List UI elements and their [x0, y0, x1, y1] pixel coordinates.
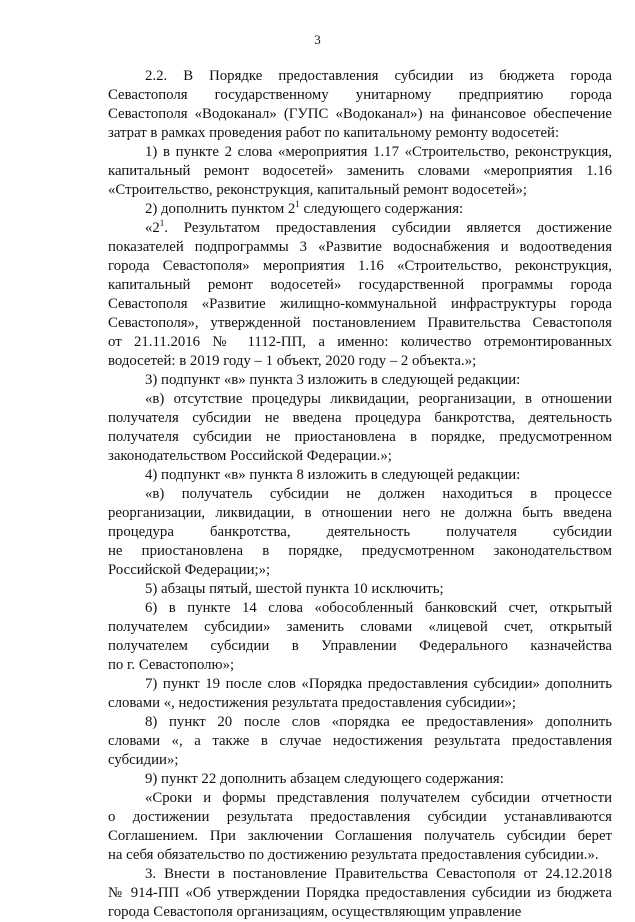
text-line: затрат в рамках проведения работ по капитальному ремонту водосетей:: [108, 125, 560, 141]
text-line: капитальный ремонт водосетей» заменить словами «мероприятия 1.16: [108, 163, 612, 179]
text-line: водосетей: в 2019 году – 1 объект, 2020 году – 2 объекта.»;: [108, 353, 477, 369]
text-line: № 914-ПП «Об утверждении Порядка предоставления субсидии из бюджета: [108, 885, 612, 901]
paragraph-p8: [108, 485, 612, 580]
text-line: 1) в пункте 2 слова «мероприятия 1.17 «Строительство, реконструкция,: [145, 144, 612, 160]
text-line: «в) отсутствие процедуры ликвидации, реорганизации, в отношении: [145, 391, 612, 407]
text-line: Севастополя», утвержденной постановлением Правительства Севастополя: [108, 315, 612, 331]
text-line: получателя субсидии не приостановлена в порядке, предусмотренном: [108, 429, 612, 445]
superscript: 1: [295, 200, 300, 210]
superscript: 1: [159, 219, 165, 229]
text-line: 3) подпункт «в» пункта 3 изложить в следующей редакции:: [145, 372, 521, 388]
text-line: получателем субсидии в Управлении Федерального казначейства: [108, 638, 612, 654]
text-line: реорганизации, ликвидации, в отношении него не должна быть введена: [108, 505, 612, 521]
text-line: Севастополя «Развитие жилищно-коммунальной инфраструктуры города: [108, 296, 612, 312]
text-line: 8) пункт 20 после слов «порядка ее предоставления» дополнить: [145, 714, 612, 730]
paragraph-p9: [108, 580, 612, 599]
text-line: показателей подпрограммы 3 «Развитие водоснабжения и водоотведения: [108, 239, 612, 255]
text-line: получателя субсидии не введена процедура банкротства, деятельность: [108, 410, 612, 426]
text-line: процедура банкротства, деятельность получателя субсидии: [108, 524, 612, 540]
text-line: законодательством Российской Федерации.»;: [108, 448, 392, 464]
text-line: на себя обязательство по достижению результата предоставления субсидии.».: [108, 847, 599, 863]
text-line: не приостановлена в порядке, предусмотренном законодательством: [108, 543, 612, 559]
text-line: 7) пункт 19 после слов «Порядка предоставления субсидии» дополнить: [145, 676, 612, 692]
paragraph-p11: [108, 675, 612, 713]
text-line: 4) подпункт «в» пункта 8 изложить в следующей редакции:: [145, 467, 521, 483]
paragraph-p6: [108, 390, 612, 466]
text-line: Российской Федерации;»;: [108, 562, 271, 578]
paragraph-p3: [108, 200, 612, 219]
paragraph-p2: [108, 143, 612, 200]
text-line: от 21.11.2016 № 1112-ПП, а именно: количество отремонтированных: [108, 334, 612, 350]
text-line: капитальный ремонт водосетей» государственной программы города: [108, 277, 612, 293]
text-line: «Строительство, реконструкция, капитальный ремонт водосетей»;: [108, 182, 527, 198]
text-line: словами «, а также в случае недостижения результата предоставления: [108, 733, 612, 749]
text-line: получателем субсидии» заменить словами «лицевой счет, открытый: [108, 619, 612, 635]
text-line: по г. Севастополю»;: [108, 657, 235, 673]
text-line: города Севастополя» мероприятия 1.16 «Строительство, реконструкция,: [108, 258, 612, 274]
paragraph-p14: [108, 789, 612, 865]
text-line: 3. Внести в постановление Правительства Севастополя от 24.12.2018: [145, 866, 612, 882]
paragraph-p5: [108, 371, 612, 390]
paragraph-p15: [108, 865, 612, 922]
document-body: [108, 67, 612, 922]
page-number: 3: [314, 32, 321, 47]
text-line: субсидии»;: [108, 752, 179, 768]
paragraph-p1: [108, 67, 612, 143]
text-line: о достижении результата предоставления субсидии устанавливаются: [108, 809, 612, 825]
text-line: Соглашением. При заключении Соглашения получатель субсидии берет: [108, 828, 612, 844]
text-line: словами «, недостижения результата предоставления субсидии»;: [108, 695, 517, 711]
text-line: 2) дополнить пунктом $2^1$ следующего содержания:: [145, 200, 464, 217]
text-line: «Сроки и формы представления получателем субсидии отчетности: [145, 790, 612, 806]
text-line: 5) абзацы пятый, шестой пункта 10 исключить;: [145, 581, 444, 597]
paragraph-p13: [108, 770, 612, 789]
text-line: города Севастополя организациям, осуществляющим управление: [108, 904, 522, 920]
paragraph-p4: [108, 219, 612, 371]
text-line: 6) в пункте 14 слова «обособленный банковский счет, открытый: [145, 600, 612, 616]
paragraph-p7: [108, 466, 612, 485]
text-line: «в) получатель субсидии не должен находиться в процессе: [145, 486, 612, 502]
text-line: Севастополя «Водоканал» (ГУПС «Водоканал») на финансовое обеспечение: [108, 106, 612, 122]
text-line: 2.2. В Порядке предоставления субсидии из бюджета города: [145, 68, 612, 84]
text-line: «$2^1$. Результатом предоставления субсидии является достижение: [145, 219, 612, 236]
text-line: Севастополя государственному унитарному предприятию города: [108, 87, 612, 103]
text-line: 9) пункт 22 дополнить абзацем следующего содержания:: [145, 771, 504, 787]
paragraph-p10: [108, 599, 612, 675]
paragraph-p12: [108, 713, 612, 770]
